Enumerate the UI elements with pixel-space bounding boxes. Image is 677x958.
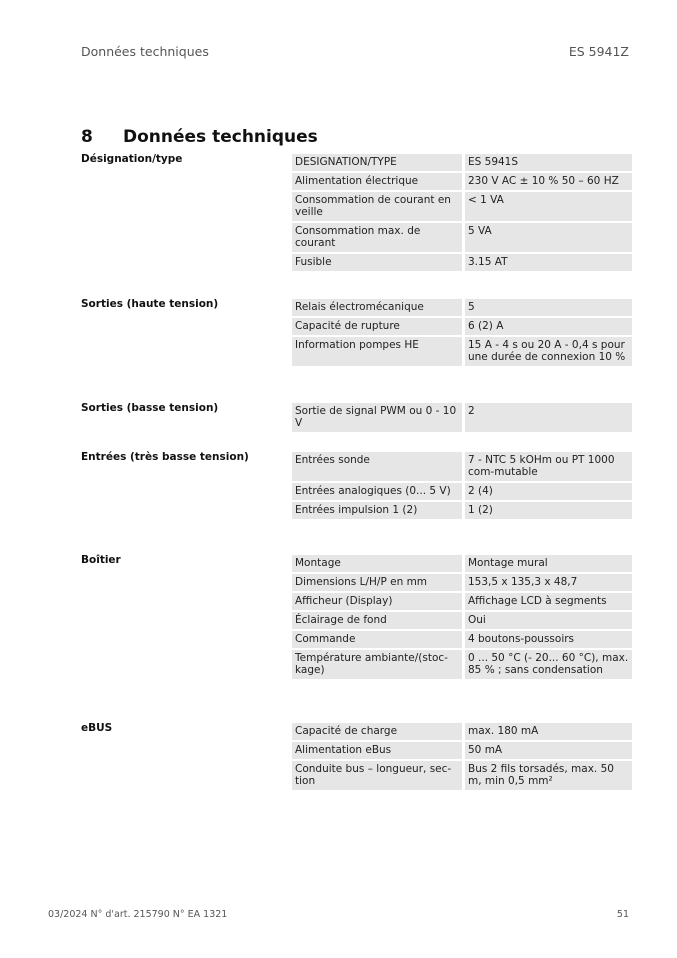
spec-row — [292, 483, 632, 500]
group-label: Entrées (très basse tension) — [81, 451, 249, 463]
spec-value: < 1 VA — [465, 192, 632, 221]
group-label: Sorties (basse tension) — [81, 402, 219, 414]
spec-value: 153,5 x 135,3 x 48,7 — [465, 574, 632, 591]
spec-row — [292, 761, 632, 790]
header-chapter-title: Données techniques — [81, 44, 209, 59]
spec-value: 5 VA — [465, 223, 632, 252]
spec-key: Fusible — [292, 254, 465, 271]
spec-table — [292, 152, 632, 273]
spec-value: 0 ... 50 °C (- 20... 60 °C), max. 85 % ; sans condensation — [465, 650, 632, 679]
spec-key: Montage — [292, 555, 465, 572]
spec-key: Capacité de rupture — [292, 318, 465, 335]
spec-table — [292, 401, 632, 434]
spec-table — [292, 297, 632, 368]
spec-value: max. 180 mA — [465, 723, 632, 740]
spec-row — [292, 612, 632, 629]
spec-row — [292, 318, 632, 335]
spec-table — [292, 450, 632, 521]
spec-key: DESIGNATION/TYPE — [292, 154, 465, 171]
spec-key: Consommation de courant en veille — [292, 192, 465, 221]
spec-key: Entrées analogiques (0... 5 V) — [292, 483, 465, 500]
spec-key: Sortie de signal PWM ou 0 - 10 V — [292, 403, 465, 432]
spec-row — [292, 254, 632, 271]
spec-value: Affichage LCD à segments — [465, 593, 632, 610]
spec-row — [292, 631, 632, 648]
spec-key: Afficheur (Display) — [292, 593, 465, 610]
spec-key: Consommation max. de courant — [292, 223, 465, 252]
section-title — [81, 127, 629, 147]
page-number: 51 — [616, 909, 629, 920]
header-product-code: ES 5941Z — [568, 44, 629, 59]
spec-value: 15 A - 4 s ou 20 A - 0,4 s pour une durée de connexion 10 % — [465, 337, 632, 366]
spec-value: Oui — [465, 612, 632, 629]
spec-row — [292, 192, 632, 221]
spec-value: 7 - NTC 5 kOHm ou PT 1000 com-mutable — [465, 452, 632, 481]
spec-key: Dimensions L/H/P en mm — [292, 574, 465, 591]
spec-row — [292, 154, 632, 171]
spec-value: Montage mural — [465, 555, 632, 572]
group-label: Désignation/type — [81, 153, 183, 165]
spec-row — [292, 502, 632, 519]
spec-key: Température ambiante/(stoc-kage) — [292, 650, 465, 679]
spec-table — [292, 553, 632, 681]
spec-value: Bus 2 fils torsadés, max. 50 m, min 0,5 mm² — [465, 761, 632, 790]
spec-row — [292, 650, 632, 679]
spec-key: Information pompes HE — [292, 337, 465, 366]
spec-key: Alimentation électrique — [292, 173, 465, 190]
spec-value: 3.15 AT — [465, 254, 632, 271]
spec-value: 5 — [465, 299, 632, 316]
spec-key: Entrées sonde — [292, 452, 465, 481]
group-label: eBUS — [81, 722, 113, 734]
spec-key: Relais électromécanique — [292, 299, 465, 316]
spec-row — [292, 555, 632, 572]
spec-row — [292, 337, 632, 366]
section-title-text: Données techniques — [123, 127, 318, 147]
spec-key: Entrées impulsion 1 (2) — [292, 502, 465, 519]
spec-value: 6 (2) A — [465, 318, 632, 335]
spec-value: 4 boutons-poussoirs — [465, 631, 632, 648]
spec-row — [292, 299, 632, 316]
group-label: Sorties (haute tension) — [81, 298, 219, 310]
running-header — [81, 44, 629, 60]
spec-row — [292, 723, 632, 740]
spec-row — [292, 173, 632, 190]
spec-value: 2 — [465, 403, 632, 432]
spec-key: Commande — [292, 631, 465, 648]
spec-table — [292, 721, 632, 792]
spec-row — [292, 742, 632, 759]
spec-row — [292, 223, 632, 252]
spec-key: Conduite bus – longueur, sec-tion — [292, 761, 465, 790]
spec-row — [292, 593, 632, 610]
spec-value: ES 5941S — [465, 154, 632, 171]
spec-key: Alimentation eBus — [292, 742, 465, 759]
spec-value: 2 (4) — [465, 483, 632, 500]
footer-reference: 03/2024 N° d'art. 215790 N° EA 1321 — [48, 909, 228, 920]
group-label: Boîtier — [81, 554, 121, 566]
section-number: 8 — [81, 127, 93, 147]
spec-key: Capacité de charge — [292, 723, 465, 740]
spec-row — [292, 403, 632, 432]
spec-row — [292, 452, 632, 481]
spec-value: 1 (2) — [465, 502, 632, 519]
spec-value: 230 V AC ± 10 % 50 – 60 HZ — [465, 173, 632, 190]
spec-value: 50 mA — [465, 742, 632, 759]
spec-row — [292, 574, 632, 591]
spec-key: Éclairage de fond — [292, 612, 465, 629]
